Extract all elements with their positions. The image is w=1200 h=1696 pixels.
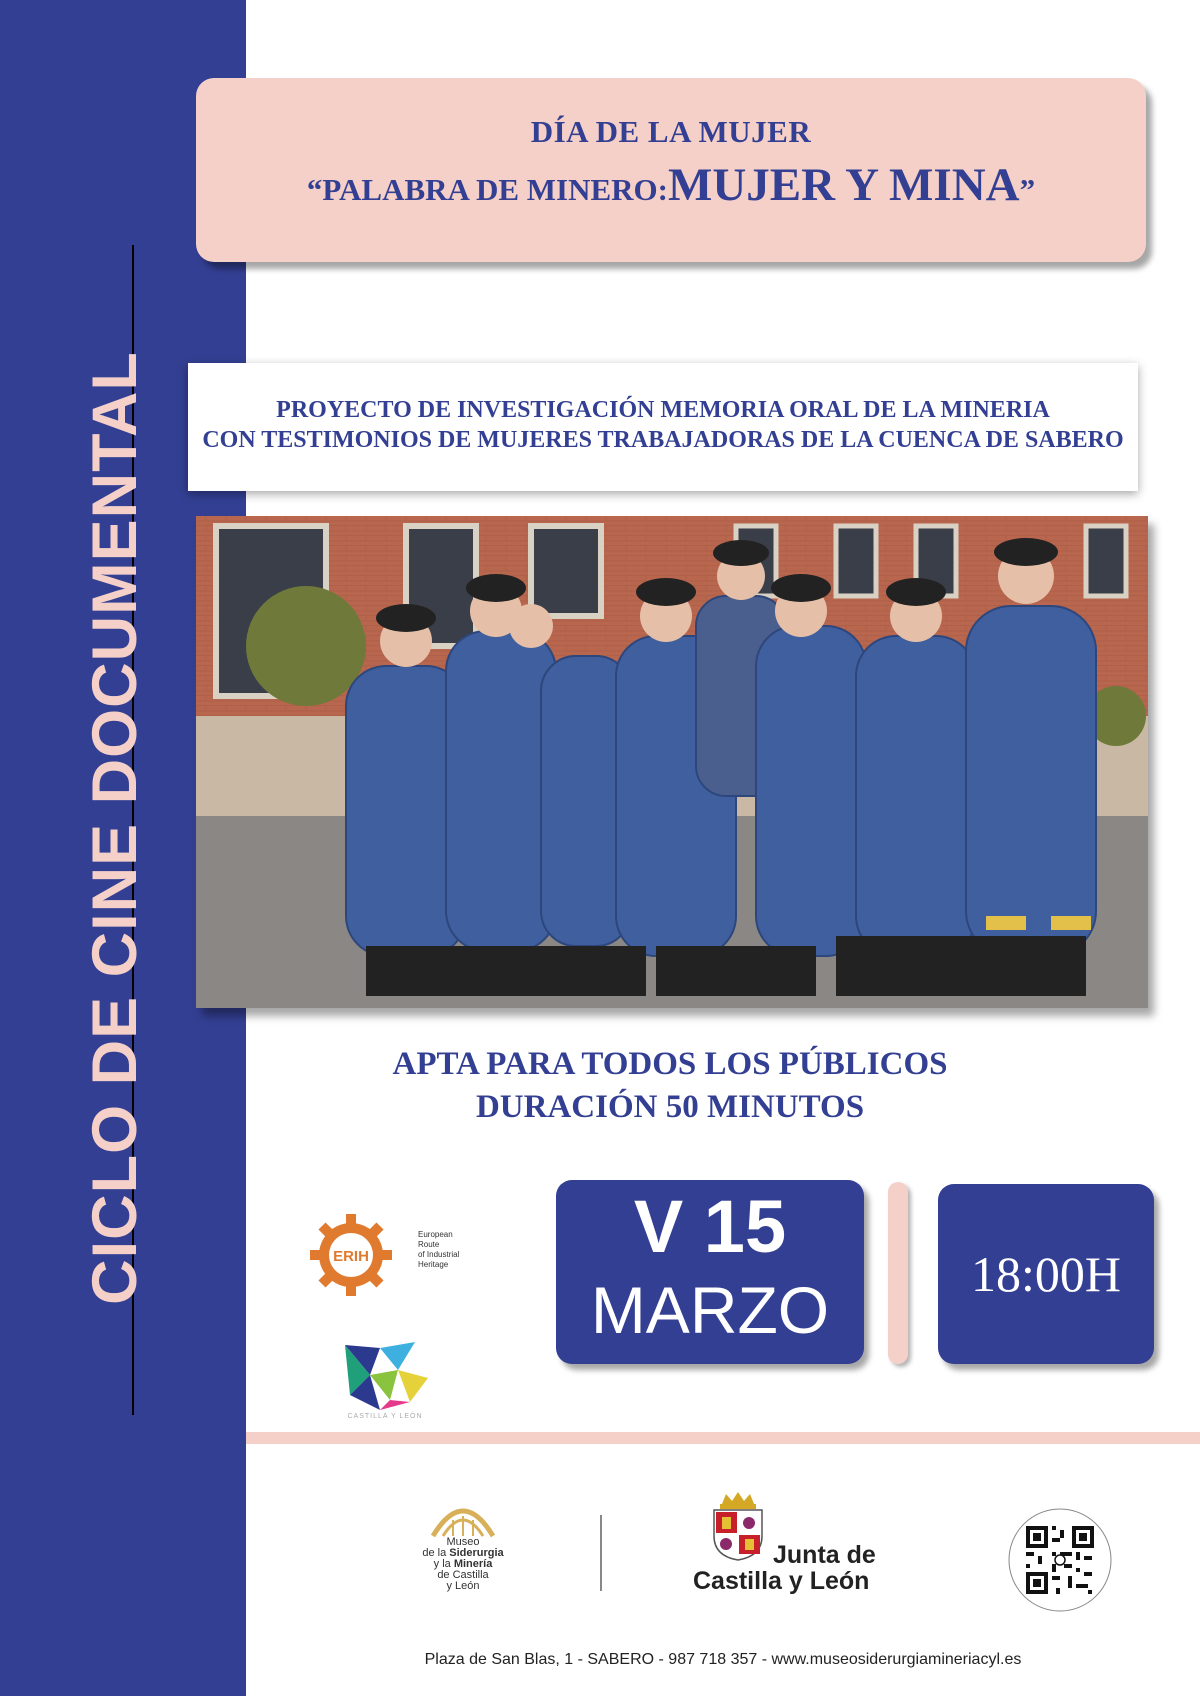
date-month: MARZO <box>590 1273 830 1347</box>
film-title <box>196 158 1146 212</box>
audience-rating: APTA PARA TODOS LOS PÚBLICOS <box>392 1046 948 1082</box>
project-line-2: CON TESTIMONIOS DE MUJERES TRABAJADORAS DE LA CUENCA DE SABERO <box>202 427 1124 453</box>
erih-text: European Route of Industrial Heritage <box>418 1230 460 1269</box>
film-title-main: MUJER Y MINA <box>668 159 1020 211</box>
cycle-title: CICLO DE CINE DOCUMENTAL <box>80 351 150 1305</box>
junta-logo-line2: Castilla y León <box>693 1567 870 1595</box>
women-miners-photo <box>196 516 1148 1008</box>
footer-separator <box>600 1515 602 1591</box>
junta-logo-line1: Junta de <box>773 1541 876 1569</box>
event-time: 18:00H <box>971 1246 1121 1302</box>
qr-code-icon <box>1008 1508 1112 1617</box>
duration: DURACIÓN 50 MINUTOS <box>475 1089 865 1125</box>
event-occasion: DÍA DE LA MUJER <box>530 114 812 149</box>
project-line-1: PROYECTO DE INVESTIGACIÓN MEMORIA ORAL DE LA MINERIA <box>276 397 1050 423</box>
divider <box>888 1182 908 1364</box>
footer-band <box>246 1432 1200 1444</box>
film-title-suffix: ” <box>1019 172 1036 207</box>
time-box <box>938 1184 1154 1364</box>
svg-text:ERIH: ERIH <box>333 1248 369 1265</box>
project-description <box>188 363 1138 491</box>
erih-gear-icon <box>308 1212 394 1303</box>
film-title-prefix: “PALABRA DE MINERO: <box>306 172 668 207</box>
cyl-caption: CASTILLA Y LEÓN <box>347 1413 423 1420</box>
museo-logo-text: Museo de la Siderurgia y la Minería de Castilla y León <box>422 1536 504 1592</box>
date-box <box>556 1180 864 1364</box>
coat-of-arms-icon <box>708 1492 768 1567</box>
date-day: V 15 <box>633 1185 787 1268</box>
header-box <box>196 78 1146 262</box>
footer-address: Plaza de San Blas, 1 - SABERO - 987 718 357 - www.museosiderurgiamineriacyl.es <box>424 1651 1022 1668</box>
castilla-leon-tourism-logo <box>340 1340 430 1417</box>
